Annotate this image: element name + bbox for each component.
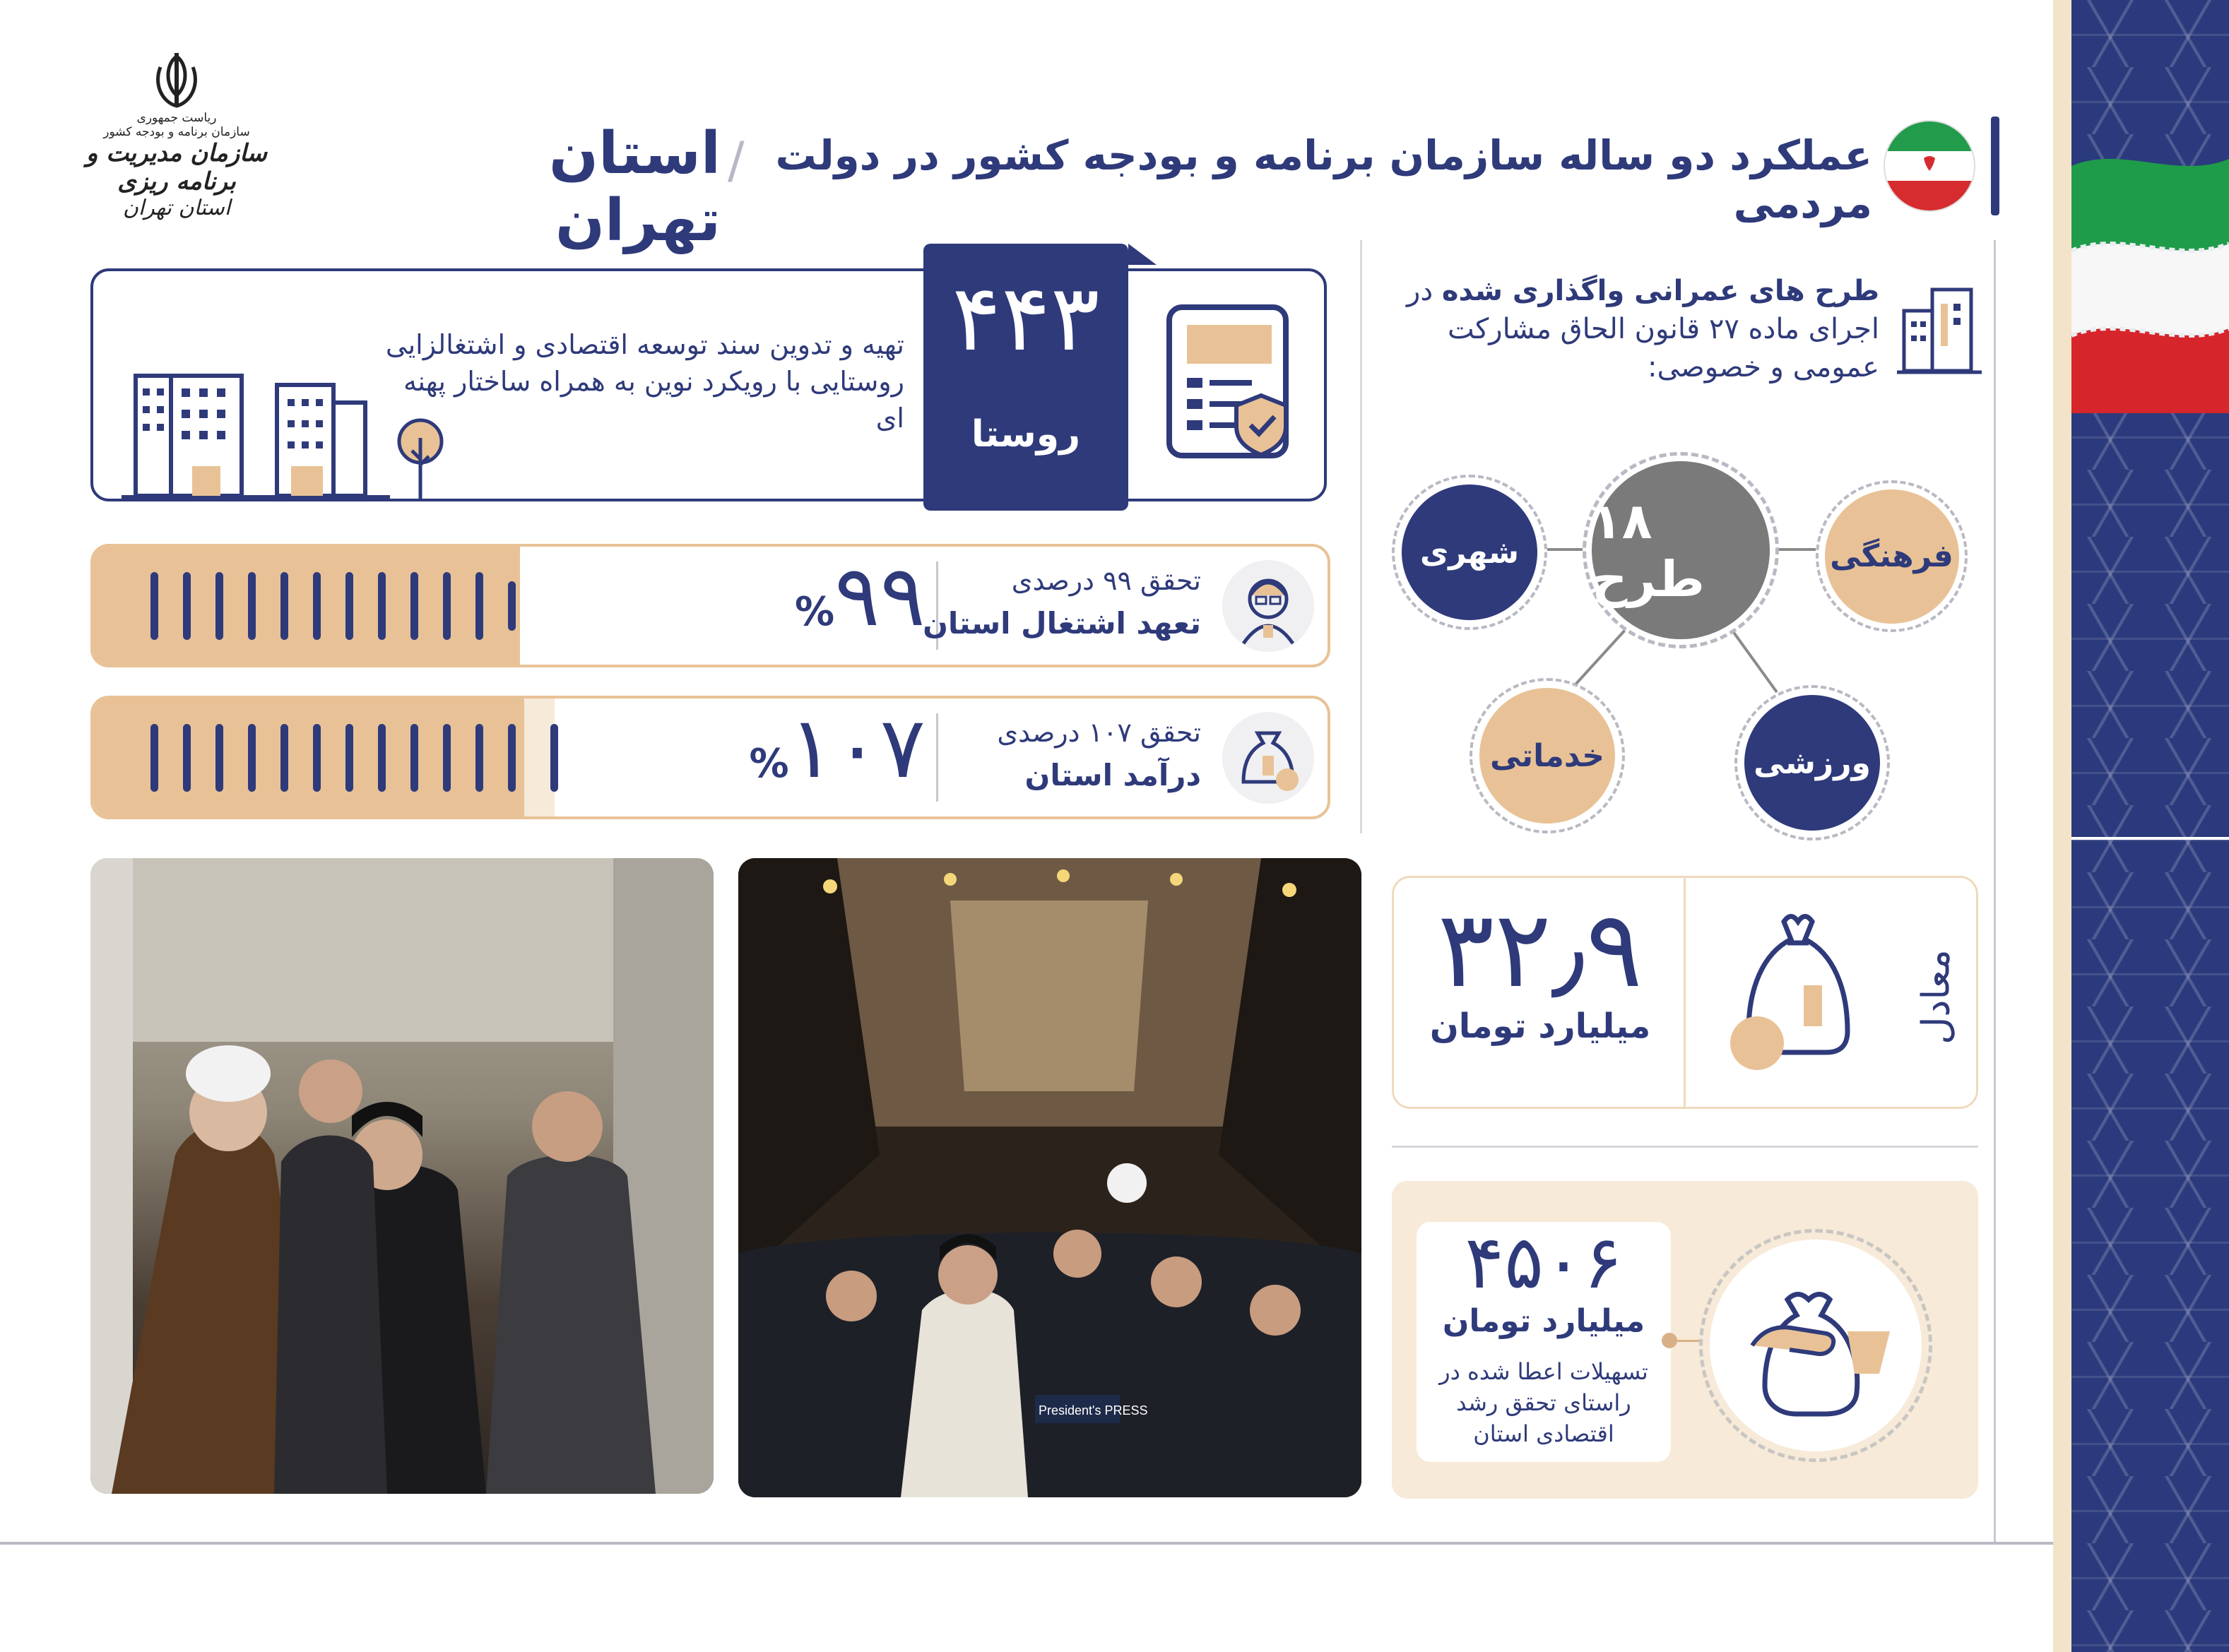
projects-center-value: ۱۸ طرح [1592, 461, 1770, 639]
projects-heading [1364, 272, 1879, 386]
category-sports [1734, 685, 1890, 840]
category-cultural-label: فرهنگی [1825, 489, 1959, 624]
category-urban-label: شهری [1402, 485, 1537, 620]
revenue-subtitle: تحقق ۱۰۷ درصدی [997, 717, 1201, 748]
employment-percent [770, 547, 926, 646]
category-services-label: خدماتی [1479, 688, 1615, 824]
money-bag-large-icon [1727, 908, 1869, 1077]
projects-section-rule [1360, 240, 1362, 833]
facilities-description: تسهیلات اعطا شده در راستای تحقق رشد اقتصادی استان [1439, 1358, 1648, 1447]
category-cultural [1816, 480, 1968, 632]
equivalent-label: معادل [1913, 949, 1958, 1045]
strip-edge [2053, 0, 2071, 1652]
villages-unit: روستا [971, 413, 1081, 456]
badge-fold [1128, 244, 1157, 265]
page-title [763, 131, 1872, 227]
logo-line2: سازمان برنامه و بودجه کشور [103, 125, 250, 139]
facilities-connector-dot [1662, 1333, 1677, 1348]
category-urban [1392, 475, 1547, 630]
iran-flag-banner [2071, 138, 2229, 413]
header-accent-bar [1991, 117, 1999, 215]
bottom-rule [0, 1542, 2053, 1545]
hand-money-icon [1710, 1240, 1922, 1451]
equivalent-divider [1684, 876, 1686, 1109]
document-shield-icon [1159, 304, 1307, 473]
section-divider [1392, 1146, 1978, 1148]
employment-bars [150, 572, 516, 640]
villages-number: ۴۴۳ [952, 264, 1100, 372]
projects-center-circle [1583, 452, 1779, 648]
photo-visit-corridor [90, 858, 714, 1494]
revenue-percent [721, 699, 926, 797]
category-sports-label: ورزشی [1744, 695, 1880, 831]
strip-divider [2071, 837, 2229, 840]
logo-line1: ریاست جمهوری [136, 111, 217, 125]
logo-line4: استان تهران [122, 196, 231, 220]
equivalent-number: ۳۲٫۹ [1437, 889, 1643, 1011]
logo-line3: سازمان مدیریت و برنامه ریزی [85, 139, 268, 196]
revenue-divider [936, 713, 938, 802]
employment-percent-value: ۹۹ [834, 547, 926, 646]
emblem-icon [152, 53, 201, 109]
title-separator: / [728, 131, 745, 189]
facilities-icon-ring [1699, 1229, 1932, 1462]
revenue-percent-value: ۱۰۷ [788, 699, 926, 797]
header-flag-badge [1885, 121, 1974, 210]
revenue-bars [150, 724, 558, 792]
worker-avatar-icon [1222, 560, 1314, 652]
employment-title: تعهد اشتغال استان [923, 606, 1201, 641]
tree-icon [396, 410, 445, 501]
employment-percent-sign: % [794, 589, 835, 635]
employment-subtitle: تحقق ۹۹ درصدی [1011, 565, 1201, 596]
projects-heading-rest: در اجرای ماده ۲۷ قانون الحاق مشارکت عمومی و خصوصی: [1407, 275, 1879, 384]
photo-tunnel-visit [738, 858, 1361, 1497]
province-title: استان تهران [549, 120, 721, 254]
facilities-number: ۴۵۰۶ [1465, 1219, 1623, 1305]
villages-badge [923, 244, 1128, 511]
category-services [1470, 678, 1625, 833]
press-vest-text: President's PRESS [1039, 1403, 1148, 1418]
projects-heading-bold: طرح های عمرانی واگذاری شده [1441, 275, 1879, 307]
city-buildings-icon [1897, 283, 1982, 374]
revenue-title: درآمد استان [1024, 758, 1201, 792]
logo [60, 53, 293, 237]
right-rule [1994, 240, 1996, 1542]
equivalent-unit: میلیارد تومان [1429, 1006, 1651, 1046]
buildings-icon [122, 367, 390, 501]
villages-description: تهیه و تدوین سند توسعه اقتصادی و اشتغالزایی روستایی با رویکرد نوین به همراه ساختار پهنه ای [385, 329, 904, 434]
revenue-percent-sign: % [749, 741, 789, 787]
main-title: عملکرد دو ساله سازمان برنامه و بودجه کشور در دولت مردمی [775, 131, 1872, 227]
facilities-unit: میلیارد تومان [1442, 1303, 1645, 1339]
money-bag-icon [1222, 712, 1314, 804]
